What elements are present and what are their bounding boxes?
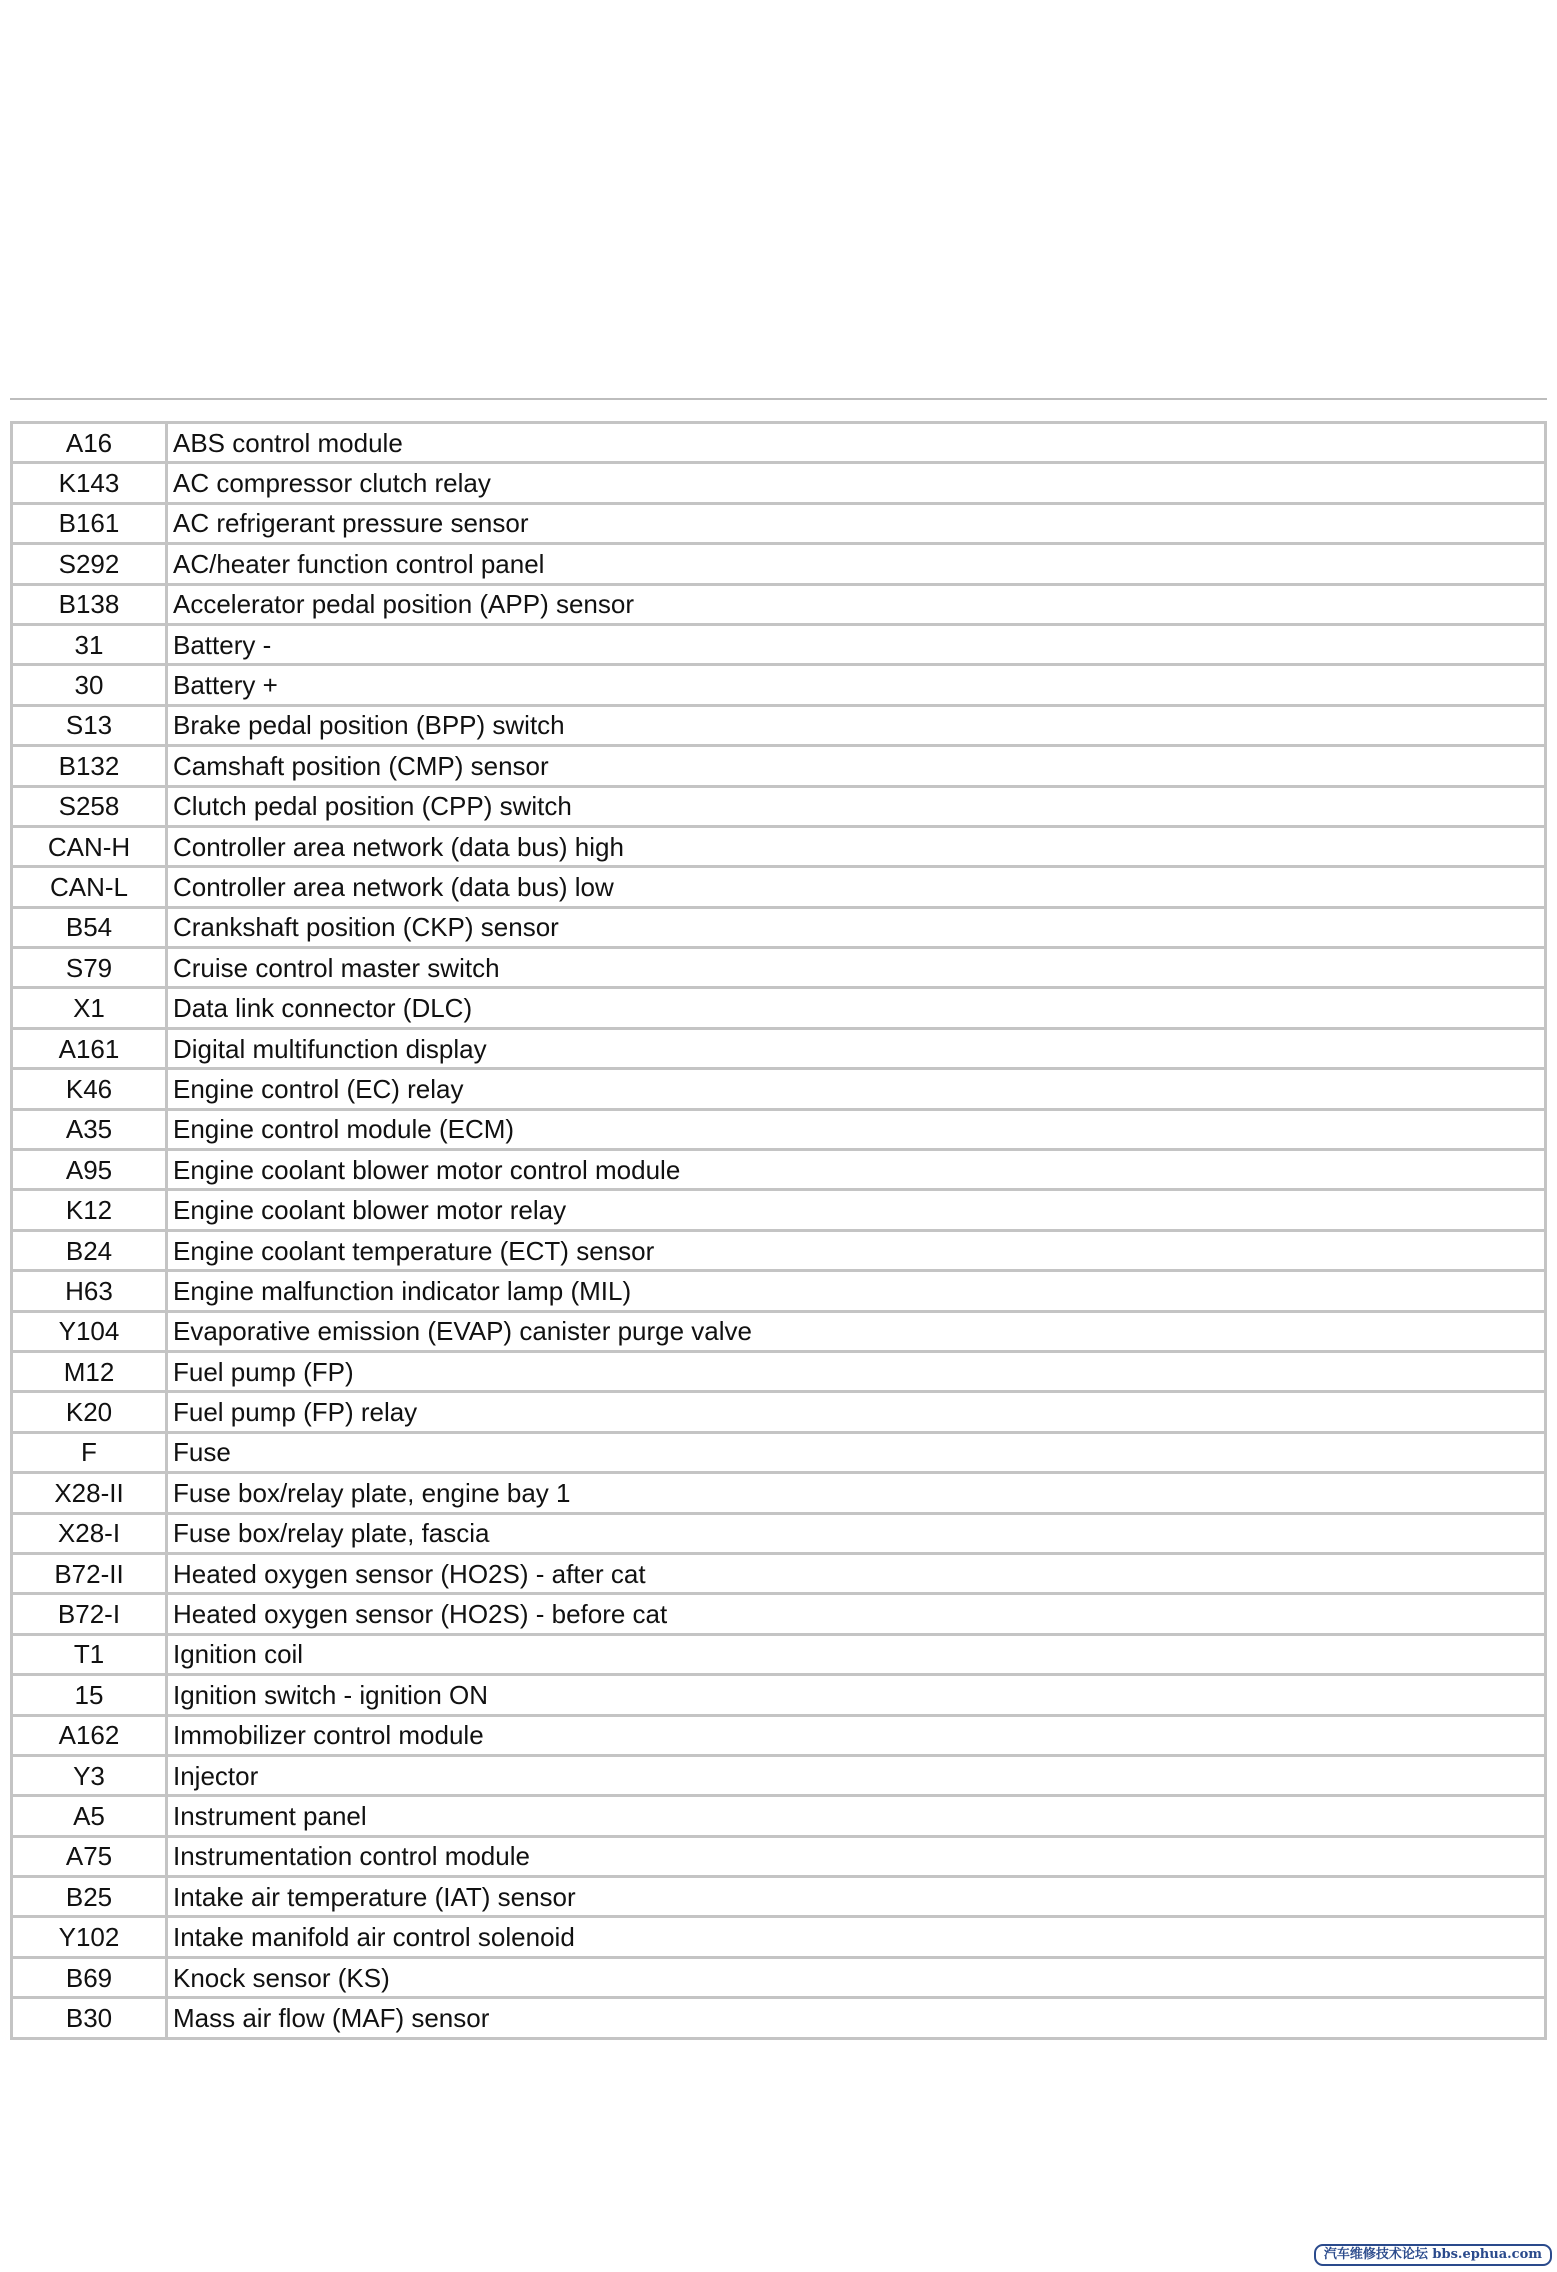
component-description-cell: Battery + <box>167 665 1546 705</box>
component-description-cell: Ignition coil <box>167 1634 1546 1674</box>
component-description-cell: Injector <box>167 1755 1546 1795</box>
component-description-cell: Cruise control master switch <box>167 948 1546 988</box>
component-code-cell: B132 <box>12 746 167 786</box>
component-code-cell: CAN-H <box>12 826 167 866</box>
component-description-cell: Intake air temperature (IAT) sensor <box>167 1877 1546 1917</box>
table-row <box>12 1998 1546 2038</box>
component-description-cell: Brake pedal position (BPP) switch <box>167 705 1546 745</box>
component-description-cell: Accelerator pedal position (APP) sensor <box>167 584 1546 624</box>
table-row <box>12 1028 1546 1068</box>
table-row <box>12 544 1546 584</box>
component-code-cell: 30 <box>12 665 167 705</box>
component-description-cell: Heated oxygen sensor (HO2S) - after cat <box>167 1553 1546 1593</box>
table-row <box>12 1553 1546 1593</box>
component-code-cell: A5 <box>12 1796 167 1836</box>
component-code-cell: B30 <box>12 1998 167 2038</box>
component-description-cell: Knock sensor (KS) <box>167 1957 1546 1997</box>
component-code-cell: K20 <box>12 1392 167 1432</box>
table-row <box>12 1392 1546 1432</box>
component-description-cell: Crankshaft position (CKP) sensor <box>167 907 1546 947</box>
component-description-cell: Instrument panel <box>167 1796 1546 1836</box>
table-row <box>12 1513 1546 1553</box>
component-description-cell: Fuse box/relay plate, fascia <box>167 1513 1546 1553</box>
table-row <box>12 1836 1546 1876</box>
component-code-cell: Y104 <box>12 1311 167 1351</box>
component-code-cell: 31 <box>12 624 167 664</box>
component-description-cell: Fuse <box>167 1432 1546 1472</box>
component-description-cell: Controller area network (data bus) high <box>167 826 1546 866</box>
table-row <box>12 463 1546 503</box>
component-description-cell: Engine coolant blower motor control module <box>167 1150 1546 1190</box>
table-row <box>12 705 1546 745</box>
component-description-cell: Fuse box/relay plate, engine bay 1 <box>167 1473 1546 1513</box>
component-description-cell: ABS control module <box>167 423 1546 463</box>
table-row <box>12 1432 1546 1472</box>
component-code-cell: A75 <box>12 1836 167 1876</box>
component-code-cell: B24 <box>12 1230 167 1270</box>
component-code-cell: B54 <box>12 907 167 947</box>
component-code-cell: A95 <box>12 1150 167 1190</box>
component-code-cell: B161 <box>12 503 167 543</box>
forum-watermark: 汽车维修技术论坛 bbs.ephua.com <box>1314 2244 1552 2266</box>
component-description-cell: Heated oxygen sensor (HO2S) - before cat <box>167 1594 1546 1634</box>
component-description-cell: AC compressor clutch relay <box>167 463 1546 503</box>
component-code-cell: S79 <box>12 948 167 988</box>
table-row <box>12 624 1546 664</box>
component-code-cell: K143 <box>12 463 167 503</box>
component-code-cell: K46 <box>12 1069 167 1109</box>
top-divider-rule <box>10 398 1547 400</box>
component-code-cell: A162 <box>12 1715 167 1755</box>
component-description-cell: Fuel pump (FP) <box>167 1351 1546 1391</box>
component-code-cell: CAN-L <box>12 867 167 907</box>
table-row <box>12 1796 1546 1836</box>
component-code-cell: B72-II <box>12 1553 167 1593</box>
component-code-cell: K12 <box>12 1190 167 1230</box>
component-code-cell: M12 <box>12 1351 167 1391</box>
component-description-cell: Instrumentation control module <box>167 1836 1546 1876</box>
component-code-cell: A161 <box>12 1028 167 1068</box>
table-row <box>12 907 1546 947</box>
component-description-cell: Clutch pedal position (CPP) switch <box>167 786 1546 826</box>
component-description-cell: Intake manifold air control solenoid <box>167 1917 1546 1957</box>
table-row <box>12 1715 1546 1755</box>
component-description-cell: Fuel pump (FP) relay <box>167 1392 1546 1432</box>
component-code-cell: F <box>12 1432 167 1472</box>
component-description-cell: Engine coolant blower motor relay <box>167 1190 1546 1230</box>
component-code-cell: A16 <box>12 423 167 463</box>
table-row <box>12 423 1546 463</box>
component-code-cell: S258 <box>12 786 167 826</box>
component-description-cell: Evaporative emission (EVAP) canister purge valve <box>167 1311 1546 1351</box>
table-row <box>12 1150 1546 1190</box>
component-code-cell: Y102 <box>12 1917 167 1957</box>
component-description-cell: Ignition switch - ignition ON <box>167 1675 1546 1715</box>
component-code-cell: H63 <box>12 1271 167 1311</box>
table-row <box>12 1634 1546 1674</box>
table-row <box>12 1311 1546 1351</box>
table-row <box>12 1271 1546 1311</box>
component-code-cell: X1 <box>12 988 167 1028</box>
component-legend-table <box>10 421 1547 2040</box>
table-row <box>12 1957 1546 1997</box>
component-description-cell: Mass air flow (MAF) sensor <box>167 1998 1546 2038</box>
component-code-cell: A35 <box>12 1109 167 1149</box>
component-code-cell: B69 <box>12 1957 167 1997</box>
component-description-cell: Immobilizer control module <box>167 1715 1546 1755</box>
component-description-cell: AC refrigerant pressure sensor <box>167 503 1546 543</box>
table-row <box>12 1877 1546 1917</box>
component-code-cell: X28-II <box>12 1473 167 1513</box>
legend-table-body <box>12 423 1546 2039</box>
table-row <box>12 826 1546 866</box>
component-description-cell: Engine malfunction indicator lamp (MIL) <box>167 1271 1546 1311</box>
table-row <box>12 665 1546 705</box>
table-row <box>12 584 1546 624</box>
component-code-cell: S292 <box>12 544 167 584</box>
component-code-cell: X28-I <box>12 1513 167 1553</box>
table-row <box>12 948 1546 988</box>
component-code-cell: S13 <box>12 705 167 745</box>
component-code-cell: Y3 <box>12 1755 167 1795</box>
component-description-cell: Camshaft position (CMP) sensor <box>167 746 1546 786</box>
component-description-cell: Digital multifunction display <box>167 1028 1546 1068</box>
table-row <box>12 1069 1546 1109</box>
table-row <box>12 1230 1546 1270</box>
table-row <box>12 786 1546 826</box>
component-description-cell: Controller area network (data bus) low <box>167 867 1546 907</box>
component-code-cell: 15 <box>12 1675 167 1715</box>
table-row <box>12 1109 1546 1149</box>
component-code-cell: T1 <box>12 1634 167 1674</box>
component-description-cell: Engine coolant temperature (ECT) sensor <box>167 1230 1546 1270</box>
table-row <box>12 503 1546 543</box>
table-row <box>12 1473 1546 1513</box>
table-row <box>12 1594 1546 1634</box>
table-row <box>12 1351 1546 1391</box>
table-row <box>12 867 1546 907</box>
table-row <box>12 1190 1546 1230</box>
component-description-cell: Engine control module (ECM) <box>167 1109 1546 1149</box>
component-code-cell: B25 <box>12 1877 167 1917</box>
component-description-cell: Data link connector (DLC) <box>167 988 1546 1028</box>
table-row <box>12 1675 1546 1715</box>
table-row <box>12 746 1546 786</box>
component-code-cell: B138 <box>12 584 167 624</box>
table-row <box>12 1755 1546 1795</box>
component-code-cell: B72-I <box>12 1594 167 1634</box>
table-row <box>12 988 1546 1028</box>
component-description-cell: AC/heater function control panel <box>167 544 1546 584</box>
table-row <box>12 1917 1546 1957</box>
component-description-cell: Engine control (EC) relay <box>167 1069 1546 1109</box>
component-description-cell: Battery - <box>167 624 1546 664</box>
